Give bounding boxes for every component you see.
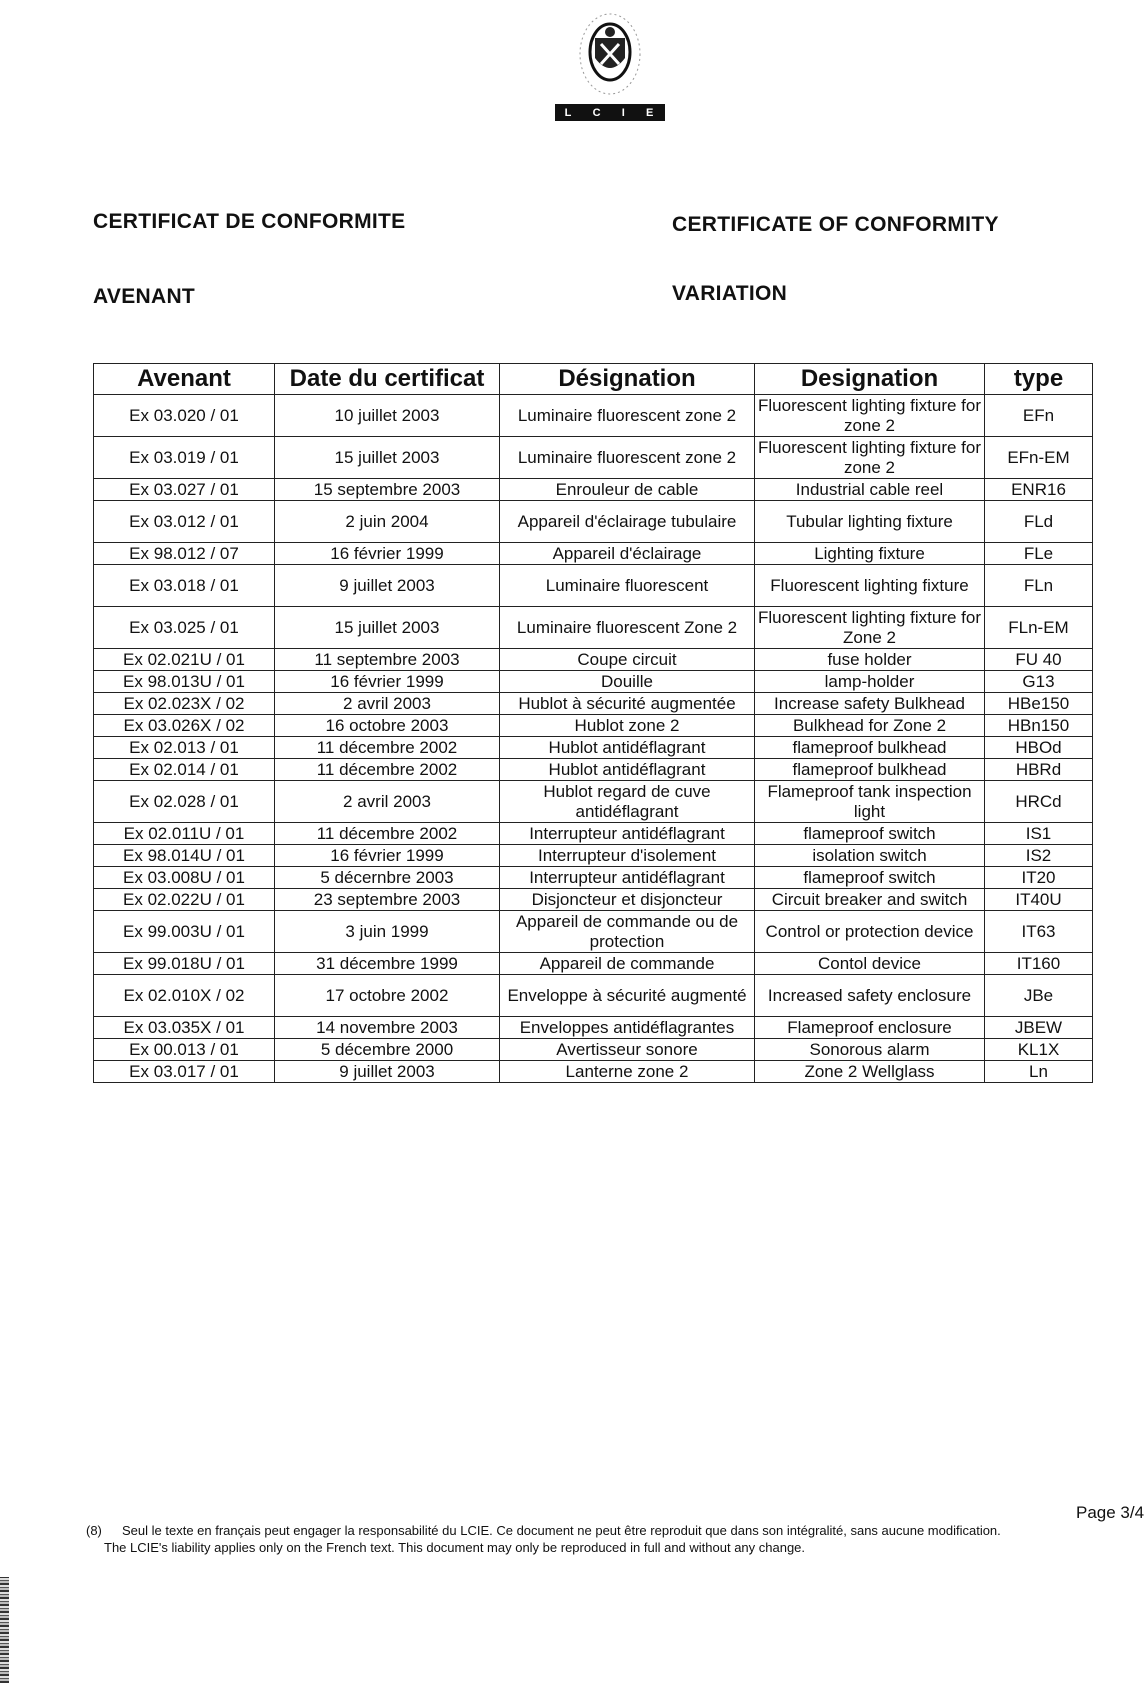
cell-type: EFn-EM xyxy=(985,437,1093,479)
cell-designation-en: Sonorous alarm xyxy=(755,1039,985,1061)
cell-designation-fr: Avertisseur sonore xyxy=(500,1039,755,1061)
cell-date: 5 décernbre 2003 xyxy=(275,867,500,889)
cell-date: 9 juillet 2003 xyxy=(275,1061,500,1083)
footnote-french xyxy=(86,1522,1126,1539)
cell-type: IT20 xyxy=(985,867,1093,889)
cell-designation-fr: Lanterne zone 2 xyxy=(500,1061,755,1083)
cell-designation-en: Circuit breaker and switch xyxy=(755,889,985,911)
cell-designation-fr: Hublot à sécurité augmentée xyxy=(500,693,755,715)
footnote xyxy=(86,1522,1126,1556)
cell-designation-en: Flameproof tank inspection light xyxy=(755,781,985,823)
logo-letter: E xyxy=(646,106,656,119)
cell-date: 11 septembre 2003 xyxy=(275,649,500,671)
cell-type: IT160 xyxy=(985,953,1093,975)
cell-designation-en: Fluorescent lighting fixture for zone 2 xyxy=(755,437,985,479)
cell-designation-fr: Hublot regard de cuve antidéflagrant xyxy=(500,781,755,823)
cell-designation-fr: Appareil de commande ou de protection xyxy=(500,911,755,953)
french-subtitle: AVENANT xyxy=(93,285,196,308)
cell-type: HBRd xyxy=(985,759,1093,781)
column-header-date: Date du certificat xyxy=(275,364,500,395)
cell-date: 23 septembre 2003 xyxy=(275,889,500,911)
cell-type: IS1 xyxy=(985,823,1093,845)
table-row xyxy=(94,501,1093,543)
cell-avenant: Ex 02.021U / 01 xyxy=(94,649,275,671)
cell-designation-fr: Appareil de commande xyxy=(500,953,755,975)
cell-avenant: Ex 02.014 / 01 xyxy=(94,759,275,781)
table-row xyxy=(94,565,1093,607)
cell-type: JBe xyxy=(985,975,1093,1017)
footnote-number: (8) xyxy=(86,1523,102,1538)
cell-designation-en: Industrial cable reel xyxy=(755,479,985,501)
cell-designation-fr: Enveloppes antidéflagrantes xyxy=(500,1017,755,1039)
french-title: CERTIFICAT DE CONFORMITE xyxy=(93,210,406,233)
table-header-row xyxy=(94,364,1093,395)
cell-avenant: Ex 98.013U / 01 xyxy=(94,671,275,693)
logo-letter: I xyxy=(621,106,627,119)
table-row xyxy=(94,693,1093,715)
cell-designation-en: Bulkhead for Zone 2 xyxy=(755,715,985,737)
cell-avenant: Ex 03.025 / 01 xyxy=(94,607,275,649)
english-subtitle: VARIATION xyxy=(672,282,788,305)
cell-avenant: Ex 98.014U / 01 xyxy=(94,845,275,867)
english-title: CERTIFICATE OF CONFORMITY xyxy=(672,213,999,236)
cell-type: HBOd xyxy=(985,737,1093,759)
cell-designation-en: isolation switch xyxy=(755,845,985,867)
footnote-french-text: Seul le texte en français peut engager la responsabilité du LCIE. Ce document ne peut être reproduit que dans son intégralité, sans aucune modification. xyxy=(122,1523,1001,1538)
cell-date: 16 février 1999 xyxy=(275,845,500,867)
cell-date: 9 juillet 2003 xyxy=(275,565,500,607)
cell-type: G13 xyxy=(985,671,1093,693)
cell-designation-fr: Luminaire fluorescent zone 2 xyxy=(500,437,755,479)
table-row xyxy=(94,543,1093,565)
cell-avenant: Ex 02.022U / 01 xyxy=(94,889,275,911)
table-row xyxy=(94,437,1093,479)
cell-type: FLe xyxy=(985,543,1093,565)
cell-type: HBe150 xyxy=(985,693,1093,715)
table-row xyxy=(94,1017,1093,1039)
table-row xyxy=(94,823,1093,845)
cell-avenant: Ex 03.018 / 01 xyxy=(94,565,275,607)
cell-avenant: Ex 03.008U / 01 xyxy=(94,867,275,889)
cell-type: IS2 xyxy=(985,845,1093,867)
cell-type: KL1X xyxy=(985,1039,1093,1061)
cell-designation-en: flameproof switch xyxy=(755,823,985,845)
cell-avenant: Ex 99.003U / 01 xyxy=(94,911,275,953)
cell-avenant: Ex 03.035X / 01 xyxy=(94,1017,275,1039)
cell-type: ENR16 xyxy=(985,479,1093,501)
cell-avenant: Ex 03.012 / 01 xyxy=(94,501,275,543)
table-row xyxy=(94,953,1093,975)
cell-avenant: Ex 98.012 / 07 xyxy=(94,543,275,565)
table-row xyxy=(94,975,1093,1017)
table-row xyxy=(94,479,1093,501)
cell-designation-en: Zone 2 Wellglass xyxy=(755,1061,985,1083)
logo-letter: C xyxy=(592,106,603,119)
cell-designation-en: Fluorescent lighting fixture for Zone 2 xyxy=(755,607,985,649)
cell-avenant: Ex 02.013 / 01 xyxy=(94,737,275,759)
cell-avenant: Ex 02.011U / 01 xyxy=(94,823,275,845)
cell-date: 2 juin 2004 xyxy=(275,501,500,543)
table-body xyxy=(94,395,1093,1083)
table-row xyxy=(94,1061,1093,1083)
cell-designation-fr: Douille xyxy=(500,671,755,693)
cell-designation-en: Tubular lighting fixture xyxy=(755,501,985,543)
table-row xyxy=(94,889,1093,911)
cell-date: 15 septembre 2003 xyxy=(275,479,500,501)
cell-designation-en: Flameproof enclosure xyxy=(755,1017,985,1039)
cell-designation-fr: Appareil d'éclairage tubulaire xyxy=(500,501,755,543)
column-header-designation-fr: Désignation xyxy=(500,364,755,395)
cell-designation-fr: Coupe circuit xyxy=(500,649,755,671)
cell-date: 14 novembre 2003 xyxy=(275,1017,500,1039)
cell-avenant: Ex 03.017 / 01 xyxy=(94,1061,275,1083)
cell-avenant: Ex 00.013 / 01 xyxy=(94,1039,275,1061)
cell-designation-en: Control or protection device xyxy=(755,911,985,953)
cell-date: 10 juillet 2003 xyxy=(275,395,500,437)
cell-date: 15 juillet 2003 xyxy=(275,437,500,479)
cell-designation-fr: Disjoncteur et disjoncteur xyxy=(500,889,755,911)
page-number: Page 3/4 xyxy=(1076,1503,1145,1522)
cell-date: 17 octobre 2002 xyxy=(275,975,500,1017)
cell-designation-en: Increase safety Bulkhead xyxy=(755,693,985,715)
cell-date: 16 février 1999 xyxy=(275,543,500,565)
cell-avenant: Ex 02.023X / 02 xyxy=(94,693,275,715)
table-row xyxy=(94,649,1093,671)
cell-designation-en: flameproof switch xyxy=(755,867,985,889)
cell-type: Ln xyxy=(985,1061,1093,1083)
cell-type: JBEW xyxy=(985,1017,1093,1039)
cell-avenant: Ex 03.026X / 02 xyxy=(94,715,275,737)
cell-designation-fr: Appareil d'éclairage xyxy=(500,543,755,565)
column-header-type: type xyxy=(985,364,1093,395)
cell-type: FU 40 xyxy=(985,649,1093,671)
cell-designation-fr: Luminaire fluorescent Zone 2 xyxy=(500,607,755,649)
cell-type: IT40U xyxy=(985,889,1093,911)
table-row xyxy=(94,671,1093,693)
cell-type: FLd xyxy=(985,501,1093,543)
column-header-avenant: Avenant xyxy=(94,364,275,395)
cell-designation-fr: Interrupteur d'isolement xyxy=(500,845,755,867)
cell-designation-fr: Enrouleur de cable xyxy=(500,479,755,501)
cell-type: HBn150 xyxy=(985,715,1093,737)
table-row xyxy=(94,781,1093,823)
table-row xyxy=(94,845,1093,867)
scan-edge-mark xyxy=(0,1577,9,1683)
cell-designation-fr: Hublot antidéflagrant xyxy=(500,737,755,759)
table-row xyxy=(94,759,1093,781)
cell-type: FLn xyxy=(985,565,1093,607)
cell-designation-en: Lighting fixture xyxy=(755,543,985,565)
cell-date: 11 décembre 2002 xyxy=(275,759,500,781)
cell-date: 31 décembre 1999 xyxy=(275,953,500,975)
cell-designation-en: Increased safety enclosure xyxy=(755,975,985,1017)
table-row xyxy=(94,1039,1093,1061)
cell-avenant: Ex 03.019 / 01 xyxy=(94,437,275,479)
cell-date: 2 avril 2003 xyxy=(275,781,500,823)
cell-designation-fr: Interrupteur antidéflagrant xyxy=(500,867,755,889)
cell-type: HRCd xyxy=(985,781,1093,823)
cell-date: 16 octobre 2003 xyxy=(275,715,500,737)
cell-date: 11 décembre 2002 xyxy=(275,737,500,759)
cell-designation-fr: Hublot zone 2 xyxy=(500,715,755,737)
table-row xyxy=(94,395,1093,437)
cell-designation-fr: Luminaire fluorescent xyxy=(500,565,755,607)
cell-designation-en: lamp-holder xyxy=(755,671,985,693)
lcie-logo xyxy=(555,8,665,121)
cell-designation-fr: Hublot antidéflagrant xyxy=(500,759,755,781)
cell-designation-en: Fluorescent lighting fixture xyxy=(755,565,985,607)
cell-designation-en: Fluorescent lighting fixture for zone 2 xyxy=(755,395,985,437)
cell-type: EFn xyxy=(985,395,1093,437)
cell-designation-en: flameproof bulkhead xyxy=(755,737,985,759)
cell-date: 2 avril 2003 xyxy=(275,693,500,715)
footnote-english: The LCIE's liability applies only on the French text. This document may only be reproduced in full and without any change. xyxy=(104,1540,806,1555)
logo-letter: L xyxy=(564,106,574,119)
table-row xyxy=(94,737,1093,759)
variation-table xyxy=(93,363,1093,1083)
lcie-emblem-icon xyxy=(575,8,645,100)
cell-date: 5 décembre 2000 xyxy=(275,1039,500,1061)
cell-avenant: Ex 99.018U / 01 xyxy=(94,953,275,975)
cell-designation-fr: Enveloppe à sécurité augmenté xyxy=(500,975,755,1017)
cell-date: 3 juin 1999 xyxy=(275,911,500,953)
cell-avenant: Ex 03.020 / 01 xyxy=(94,395,275,437)
cell-designation-fr: Interrupteur antidéflagrant xyxy=(500,823,755,845)
cell-avenant: Ex 03.027 / 01 xyxy=(94,479,275,501)
cell-date: 11 décembre 2002 xyxy=(275,823,500,845)
cell-designation-en: flameproof bulkhead xyxy=(755,759,985,781)
cell-type: FLn-EM xyxy=(985,607,1093,649)
column-header-designation-en: Designation xyxy=(755,364,985,395)
table-row xyxy=(94,911,1093,953)
cell-designation-en: fuse holder xyxy=(755,649,985,671)
cell-avenant: Ex 02.010X / 02 xyxy=(94,975,275,1017)
cell-avenant: Ex 02.028 / 01 xyxy=(94,781,275,823)
cell-date: 15 juillet 2003 xyxy=(275,607,500,649)
cell-designation-en: Contol device xyxy=(755,953,985,975)
cell-date: 16 février 1999 xyxy=(275,671,500,693)
cell-type: IT63 xyxy=(985,911,1093,953)
lcie-letters xyxy=(555,104,665,121)
cell-designation-fr: Luminaire fluorescent zone 2 xyxy=(500,395,755,437)
table-row xyxy=(94,607,1093,649)
table-row xyxy=(94,715,1093,737)
table-row xyxy=(94,867,1093,889)
